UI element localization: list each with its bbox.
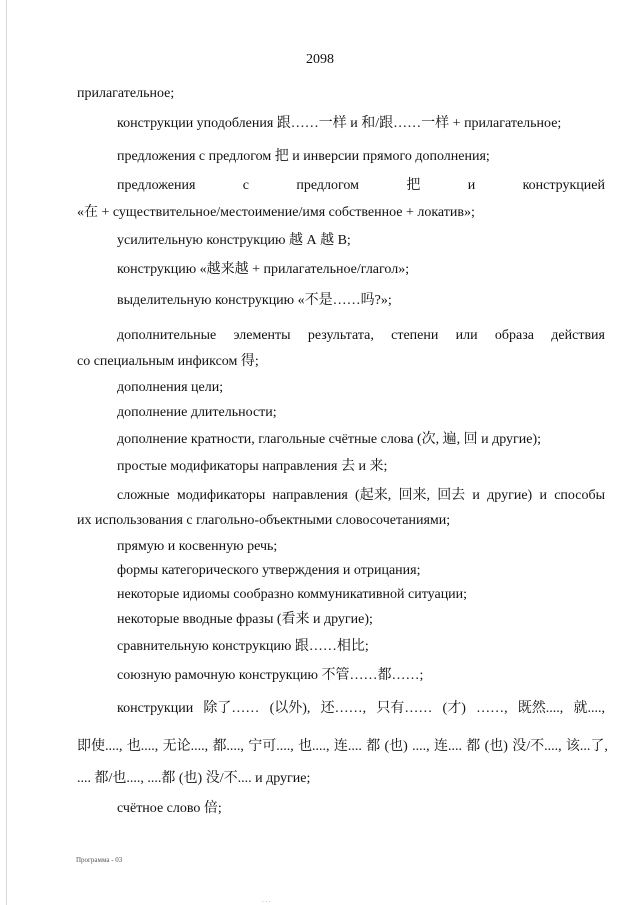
word: 宁可...., (248, 739, 294, 754)
word: 都 (466, 739, 481, 754)
text-line-8: выделительную конструкцию «不是……吗?»; (117, 293, 392, 308)
page-number: 2098 (306, 52, 334, 67)
scan-marks: . . . (262, 896, 271, 904)
word: 既然...., (517, 701, 564, 716)
word: 都...., (212, 739, 244, 754)
word: 连.... (433, 739, 462, 754)
word: направления (272, 488, 348, 503)
text-line-9 (0, 327, 605, 345)
text-line-6: усилительную конструкцию 越 А 越 В; (117, 233, 351, 248)
text-line-11: дополнения цели; (117, 380, 224, 395)
word: действия (551, 328, 605, 343)
word: 连.... (333, 739, 362, 754)
word: 就...., (573, 701, 605, 716)
text-line-15 (0, 487, 605, 505)
word: и (539, 488, 547, 503)
text-line-20: некоторые вводные фразы (看来 и другие); (117, 612, 373, 627)
word: (起来, (355, 488, 392, 503)
text-line-19: некоторые идиомы сообразно коммуникативной ситуации; (117, 587, 468, 602)
text-line-5: «在 + существительное/местоимение/имя собственное + локатив»; (77, 205, 475, 220)
word: ……, (476, 701, 508, 716)
text-line-23 (0, 700, 605, 718)
text-line-22: союзную рамочную конструкцию 不管……都……; (117, 668, 424, 683)
word: дополнительные (117, 328, 217, 343)
word: (才) (442, 701, 466, 716)
word: 该...了, (565, 739, 608, 754)
text-line-3: предложения с предлогом 把 и инверсии прямого дополнения; (117, 149, 490, 164)
text-line-2: конструкции уподобления 跟……一样 и 和/跟……一样 + прилагательное; (117, 116, 562, 131)
word: 把 (406, 178, 421, 193)
text-line-17: прямую и косвенную речь; (117, 539, 278, 554)
word: степени (391, 328, 439, 343)
text-line-7: конструкцию «越来越 + прилагательное/глагол»; (117, 262, 410, 277)
word: предлогом (296, 178, 359, 193)
text-line-24 (0, 738, 608, 756)
word: (以外), (269, 701, 311, 716)
word: образа (494, 328, 534, 343)
word: другие) (487, 488, 533, 503)
word: 除了…… (203, 701, 260, 716)
word: 回来, (398, 488, 430, 503)
text-line-13: дополнение кратности, глагольные счётные слова (次, 遍, 回 и другие); (117, 432, 542, 447)
text-line-10: со специальным инфиксом 得; (77, 354, 259, 369)
word: с (242, 178, 249, 193)
word: или (455, 328, 478, 343)
word: 无论...., (162, 739, 209, 754)
word: (也) (484, 739, 508, 754)
text-line-21: сравнительную конструкцию 跟……相比; (117, 639, 369, 654)
word: 都 (366, 739, 381, 754)
text-line-12: дополнение длительности; (117, 405, 277, 420)
word: 回去 (437, 488, 466, 503)
word: сложные (117, 488, 170, 503)
word: 也...., (126, 739, 159, 754)
text-line-26: счётное слово 倍; (117, 801, 222, 816)
word: конструкции (117, 701, 194, 716)
text-line-1: прилагательное; (77, 86, 175, 101)
text-line-18: формы категорического утверждения и отрицания; (117, 563, 421, 578)
word: результата, (307, 328, 374, 343)
footer-note: Программа - 03 (76, 856, 123, 864)
word: 也...., (298, 739, 330, 754)
text-line-25: .... 都/也...., ....都 (也) 没/不.... и другие; (77, 771, 311, 786)
word: ...., (412, 739, 430, 754)
word: 即使...., (77, 739, 123, 754)
word: 没/不...., (512, 739, 562, 754)
text-line-16: их использования с глагольно-объектными словосочетаниями; (77, 513, 451, 528)
word: 还……, (320, 701, 367, 716)
word: конструкцией (522, 178, 605, 193)
word: (也) (384, 739, 408, 754)
text-line-14: простые модификаторы направления 去 и 来; (117, 459, 388, 474)
word: предложения (117, 178, 196, 193)
word: 只有…… (376, 701, 433, 716)
word: и (467, 178, 476, 193)
word: и (472, 488, 480, 503)
word: способы (554, 488, 605, 503)
text-line-4 (0, 177, 605, 195)
word: элементы (233, 328, 291, 343)
word: модификаторы (176, 488, 266, 503)
